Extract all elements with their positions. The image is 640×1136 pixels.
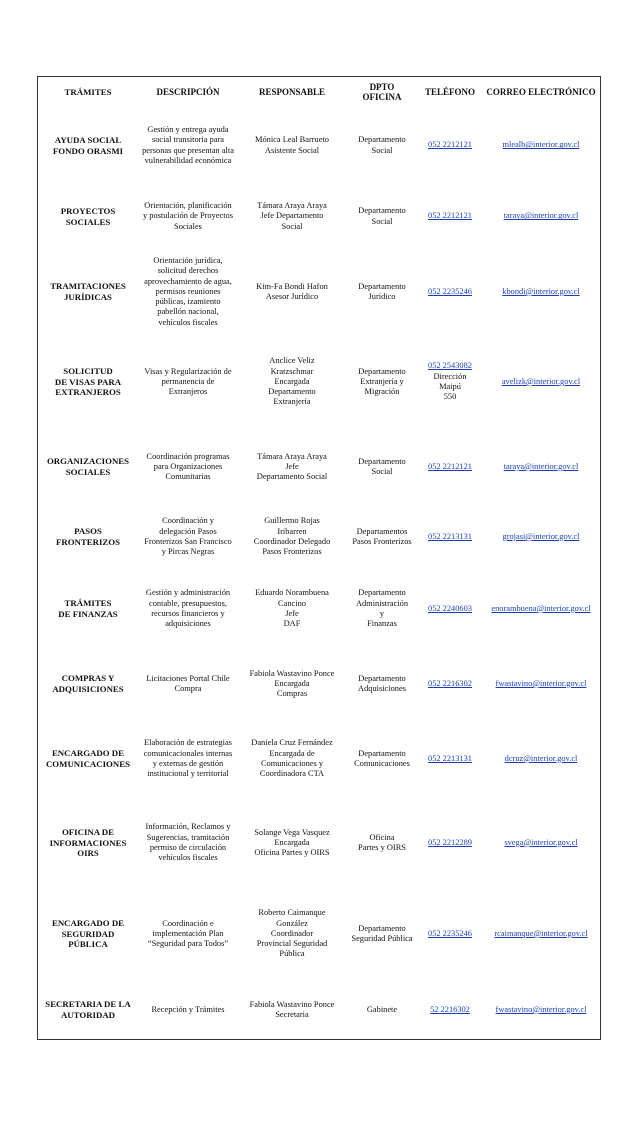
- dpto-cell: Departamento Jurídico: [358, 281, 406, 301]
- descripcion-cell: Gestión y administración contable, presupuestos, recursos financieros y adquisiciones: [145, 588, 231, 629]
- tramite-cell: SOLICITUD DE VISAS PARA EXTRANJEROS: [54, 366, 122, 398]
- dpto-cell: Departamentos Pasos Fronterizos: [352, 526, 412, 546]
- email-link[interactable]: svega@interior.gov.cl: [504, 837, 578, 847]
- telefono-cell: [418, 719, 482, 799]
- correo-cell: [480, 429, 602, 505]
- header-telefono: TELÉFONO: [424, 87, 475, 97]
- telefono-cell: [418, 649, 482, 719]
- tramite-cell: COMPRAS Y ADQUISICIONES: [52, 673, 124, 694]
- table-row: [38, 569, 600, 649]
- correo-cell: [480, 569, 602, 649]
- correo-cell: [480, 335, 602, 429]
- tramite-cell: TRÁMITES DE FINANZAS: [58, 598, 118, 619]
- telefono-cell: [418, 107, 482, 184]
- telefono-cell: [418, 249, 482, 335]
- responsable-cell: Roberto Caimanque González Coordinador Provincial Seguridad Pública: [256, 908, 328, 959]
- dpto-cell: Oficina Partes y OIRS: [358, 832, 406, 852]
- dpto-cell: Departamento Social: [358, 135, 406, 155]
- table-row: [38, 505, 600, 569]
- dpto-cell: Departamento Administración y Finanzas: [355, 588, 409, 629]
- tramite-cell: AYUDA SOCIAL FONDO ORASMI: [52, 134, 124, 156]
- tramite-cell: SECRETARIA DE LA AUTORIDAD: [45, 999, 131, 1020]
- tramite-cell: ENCARGADO DE COMUNICACIONES: [45, 748, 131, 769]
- descripcion-cell: Elaboración de estrategias comunicacionales internas y externas de gestión institucional y territorial: [143, 738, 233, 779]
- telefono-cell: [418, 184, 482, 249]
- descripcion-cell: Información, Reclamos y Sugerencias, tramitación permiso de circulación vehículos fiscales: [145, 822, 231, 863]
- descripcion-cell: Coordinación e implementación Plan “Seguridad para Todos”: [147, 918, 229, 949]
- dpto-cell: Departamento Comunicaciones: [354, 748, 410, 768]
- telefono-link[interactable]: 052 2212121: [428, 461, 472, 471]
- email-link[interactable]: kbondi@interior.gov.cl: [502, 286, 580, 296]
- telefono-cell: [418, 429, 482, 505]
- telefono-address: Dirección Maipú 550: [433, 371, 467, 402]
- telefono-link[interactable]: 052 2235246: [428, 286, 472, 296]
- tramite-cell: PROYECTOS SOCIALES: [60, 205, 116, 227]
- telefono-cell: [418, 569, 482, 649]
- email-link[interactable]: fwastavino@interior.gov.cl: [495, 1004, 587, 1014]
- dpto-cell: Departamento Seguridad Pública: [351, 923, 413, 943]
- descripcion-cell: Gestión y entrega ayuda social transitoria para personas que presentan alta vulnerabilidad económica: [142, 124, 234, 165]
- responsable-cell: Guillermo Rojas Iribarren Coordinador Delegado Pasos Fronterizos: [253, 516, 331, 557]
- correo-cell: [480, 184, 602, 249]
- table-row: [38, 981, 600, 1039]
- email-link[interactable]: mlealb@interior.gov.cl: [502, 140, 580, 150]
- correo-cell: [480, 799, 602, 887]
- correo-cell: [480, 981, 602, 1039]
- telefono-cell: [418, 799, 482, 887]
- descripcion-cell: Orientación jurídica, solicitud derechos aprovechamiento de agua, permisos reuniones públicas, izamiento pabellón nacional, vehículos fiscales: [144, 255, 232, 327]
- email-link[interactable]: dcruz@interior.gov.cl: [504, 753, 578, 763]
- tramite-cell: ORGANIZACIONES SOCIALES: [46, 456, 130, 477]
- responsable-cell: Anclice Veliz Kratzschmar Encargada Departamento Extranjería: [268, 356, 316, 407]
- header-tramites: TRÁMITES: [64, 86, 112, 97]
- table-row: [38, 184, 600, 249]
- tramite-cell: PASOS FRONTERIZOS: [55, 526, 121, 547]
- responsable-cell: Támara Araya Araya Jefe Departamento Social: [256, 451, 328, 482]
- dpto-cell: Departamento Adquisiciones: [358, 673, 406, 693]
- table-row: [38, 429, 600, 505]
- tramite-cell: OFICINA DE INFORMACIONES OIRS: [49, 827, 127, 859]
- descripcion-cell: Coordinación y delegación Pasos Fronterizos San Francisco y Pircas Negras: [144, 516, 232, 557]
- telefono-link[interactable]: 052 2212289: [428, 837, 472, 847]
- telefono-cell: [418, 981, 482, 1039]
- email-link[interactable]: grojasi@interior.gov.cl: [502, 531, 580, 541]
- correo-cell: [480, 249, 602, 335]
- responsable-cell: Fabiola Wastavino Ponce Encargada Compras: [249, 668, 335, 699]
- table-row: [38, 249, 600, 335]
- table-row: [38, 887, 600, 981]
- table-header: [38, 77, 600, 107]
- telefono-link[interactable]: 052 2212121: [428, 140, 472, 150]
- telefono-link[interactable]: 052 2212121: [428, 211, 472, 221]
- tramite-cell: TRAMITACIONES JURÍDICAS: [50, 281, 126, 302]
- responsable-cell: Kim-Fa Bondi Hafon Asesor Jurídico: [256, 281, 328, 301]
- telefono-link[interactable]: 052 2213131: [428, 531, 472, 541]
- telefono-link[interactable]: 052 2240603: [428, 603, 472, 613]
- contact-table: [37, 76, 601, 1040]
- telefono-link[interactable]: 052 2235246: [428, 928, 472, 938]
- responsable-cell: Támara Araya Araya Jefe Departamento Social: [257, 201, 327, 231]
- responsable-cell: Solange Vega Vasquez Encargada Oficina Partes y OIRS: [254, 827, 330, 858]
- email-link[interactable]: avelizk@interior.gov.cl: [501, 376, 581, 386]
- telefono-link[interactable]: 052 2213131: [428, 753, 472, 763]
- email-link[interactable]: fwastavino@interior.gov.cl: [495, 678, 587, 688]
- email-link[interactable]: taraya@interior.gov.cl: [503, 211, 579, 221]
- correo-cell: [480, 107, 602, 184]
- responsable-cell: Daniela Cruz Fernández Encargada de Comunicaciones y Coordinadora CTA: [251, 738, 333, 779]
- table-row: [38, 799, 600, 887]
- responsable-cell: Eduardo Norambuena Cancino Jefe DAF: [255, 588, 329, 629]
- responsable-cell: Fabiola Wastavino Ponce Secretaria: [249, 999, 335, 1019]
- table-row: [38, 649, 600, 719]
- tramite-cell: ENCARGADO DE SEGURIDAD PÚBLICA: [51, 918, 125, 950]
- telefono-cell: [418, 505, 482, 569]
- telefono-cell: [418, 335, 482, 429]
- descripcion-cell: Orientación, planificación y postulación de Proyectos Sociales: [142, 201, 233, 231]
- header-descripcion: DESCRIPCIÓN: [156, 87, 220, 97]
- header-correo: CORREO ELECTRÓNICO: [486, 87, 596, 97]
- email-link[interactable]: enorambuena@interior.gov.cl: [491, 603, 591, 613]
- responsable-cell: Mónica Leal Barrueto Asistente Social: [255, 135, 329, 155]
- descripcion-cell: Visas y Regularización de permanencia de Extranjeros: [144, 366, 232, 397]
- telefono-link[interactable]: 52 2216302: [430, 1004, 470, 1014]
- telefono-link[interactable]: 052 2543082: [428, 361, 472, 371]
- table-row: [38, 719, 600, 799]
- dpto-cell: Departamento Social: [358, 456, 406, 476]
- email-link[interactable]: rcaimanque@interior.gov.cl: [494, 928, 588, 938]
- email-link[interactable]: taraya@interior.gov.cl: [503, 461, 579, 471]
- correo-cell: [480, 649, 602, 719]
- correo-cell: [480, 887, 602, 981]
- descripcion-cell: Licitaciones Portal Chile Compra: [146, 673, 230, 693]
- telefono-cell: [418, 887, 482, 981]
- correo-cell: [480, 505, 602, 569]
- header-responsable: RESPONSABLE: [258, 87, 326, 97]
- dpto-cell: Gabinete: [366, 1004, 398, 1014]
- descripcion-cell: Recepción y Trámites: [151, 1004, 225, 1014]
- descripcion-cell: Coordinación programas para Organizaciones Comunitarias: [146, 451, 230, 482]
- dpto-cell: Departamento Social: [358, 206, 406, 226]
- table-row: [38, 107, 600, 184]
- dpto-cell: Departamento Extranjería y Migración: [358, 366, 406, 397]
- correo-cell: [480, 719, 602, 799]
- table-row: [38, 335, 600, 429]
- header-dpto-oficina: DPTO OFICINA: [362, 82, 402, 102]
- telefono-link[interactable]: 052 2216302: [428, 678, 472, 688]
